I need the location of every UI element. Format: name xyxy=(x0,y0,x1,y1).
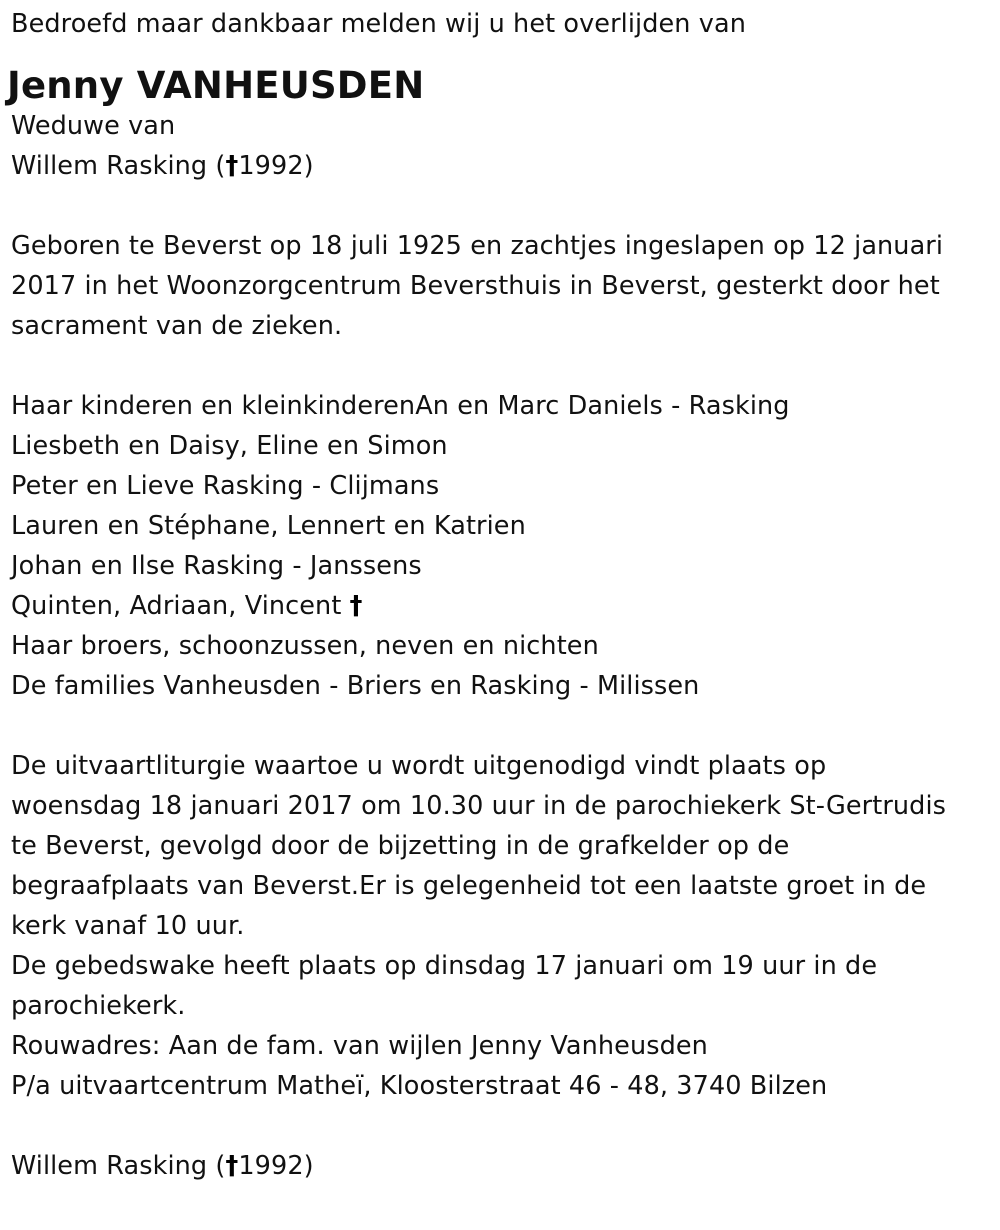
family-line-text: Quinten, Adriaan, Vincent xyxy=(11,591,342,621)
family-line: Johan en Ilse Rasking - Janssens xyxy=(11,551,422,581)
footer-spouse-name: Willem Rasking xyxy=(11,1151,208,1181)
intro-text: Bedroefd maar dankbaar melden wij u het overlijden van xyxy=(11,9,746,39)
spouse-line: Willem Rasking (†1992) xyxy=(11,151,314,181)
deceased-name: Jenny VANHEUSDEN xyxy=(7,64,425,107)
family-line-grandchildren xyxy=(11,586,991,626)
family-line: Peter en Lieve Rasking - Clijmans xyxy=(11,471,440,501)
relation-label: Weduwe van xyxy=(11,111,176,141)
spacer xyxy=(11,346,991,386)
family-line: Haar kinderen en kleinkinderenAn en Marc Daniels - Rasking xyxy=(11,391,790,421)
birth-line: sacrament van de zieken. xyxy=(11,311,343,341)
cross-icon: † xyxy=(225,151,239,181)
spacer xyxy=(11,186,991,226)
birth-line: 2017 in het Woonzorgcentrum Beversthuis in Beverst, gesterkt door het xyxy=(11,271,940,301)
address-line: Rouwadres: Aan de fam. van wijlen Jenny Vanheusden xyxy=(11,1031,708,1061)
spouse-name: Willem Rasking xyxy=(11,151,208,181)
footer-spouse-line: Willem Rasking (†1992) xyxy=(11,1151,314,1181)
cross-icon: † xyxy=(225,1151,239,1181)
spacer xyxy=(11,706,991,746)
wake-line: parochiekerk. xyxy=(11,991,186,1021)
funeral-line: begraafplaats van Beverst.Er is gelegenheid tot een laatste groet in de xyxy=(11,871,927,901)
family-line: Lauren en Stéphane, Lennert en Katrien xyxy=(11,511,526,541)
family-line: Liesbeth en Daisy, Eline en Simon xyxy=(11,431,448,461)
cross-icon: † xyxy=(349,591,363,621)
funeral-line: kerk vanaf 10 uur. xyxy=(11,911,245,941)
family-line: Haar broers, schoonzussen, neven en nichten xyxy=(11,631,599,661)
family-line: De families Vanheusden - Briers en Rasking - Milissen xyxy=(11,671,700,701)
address-line: P/a uitvaartcentrum Matheï, Kloosterstraat 46 - 48, 3740 Bilzen xyxy=(11,1071,828,1101)
obituary-document xyxy=(7,4,991,1186)
spacer xyxy=(11,1106,991,1146)
funeral-line: De uitvaartliturgie waartoe u wordt uitgenodigd vindt plaats op xyxy=(11,751,827,781)
funeral-line: te Beverst, gevolgd door de bijzetting in de grafkelder op de xyxy=(11,831,790,861)
spouse-death-year: 1992 xyxy=(238,151,304,181)
wake-line: De gebedswake heeft plaats op dinsdag 17 januari om 19 uur in de xyxy=(11,951,878,981)
funeral-line: woensdag 18 januari 2017 om 10.30 uur in de parochiekerk St-Gertrudis xyxy=(11,791,947,821)
footer-spouse-death-year: 1992 xyxy=(238,1151,304,1181)
birth-line: Geboren te Beverst op 18 juli 1925 en zachtjes ingeslapen op 12 januari xyxy=(11,231,944,261)
